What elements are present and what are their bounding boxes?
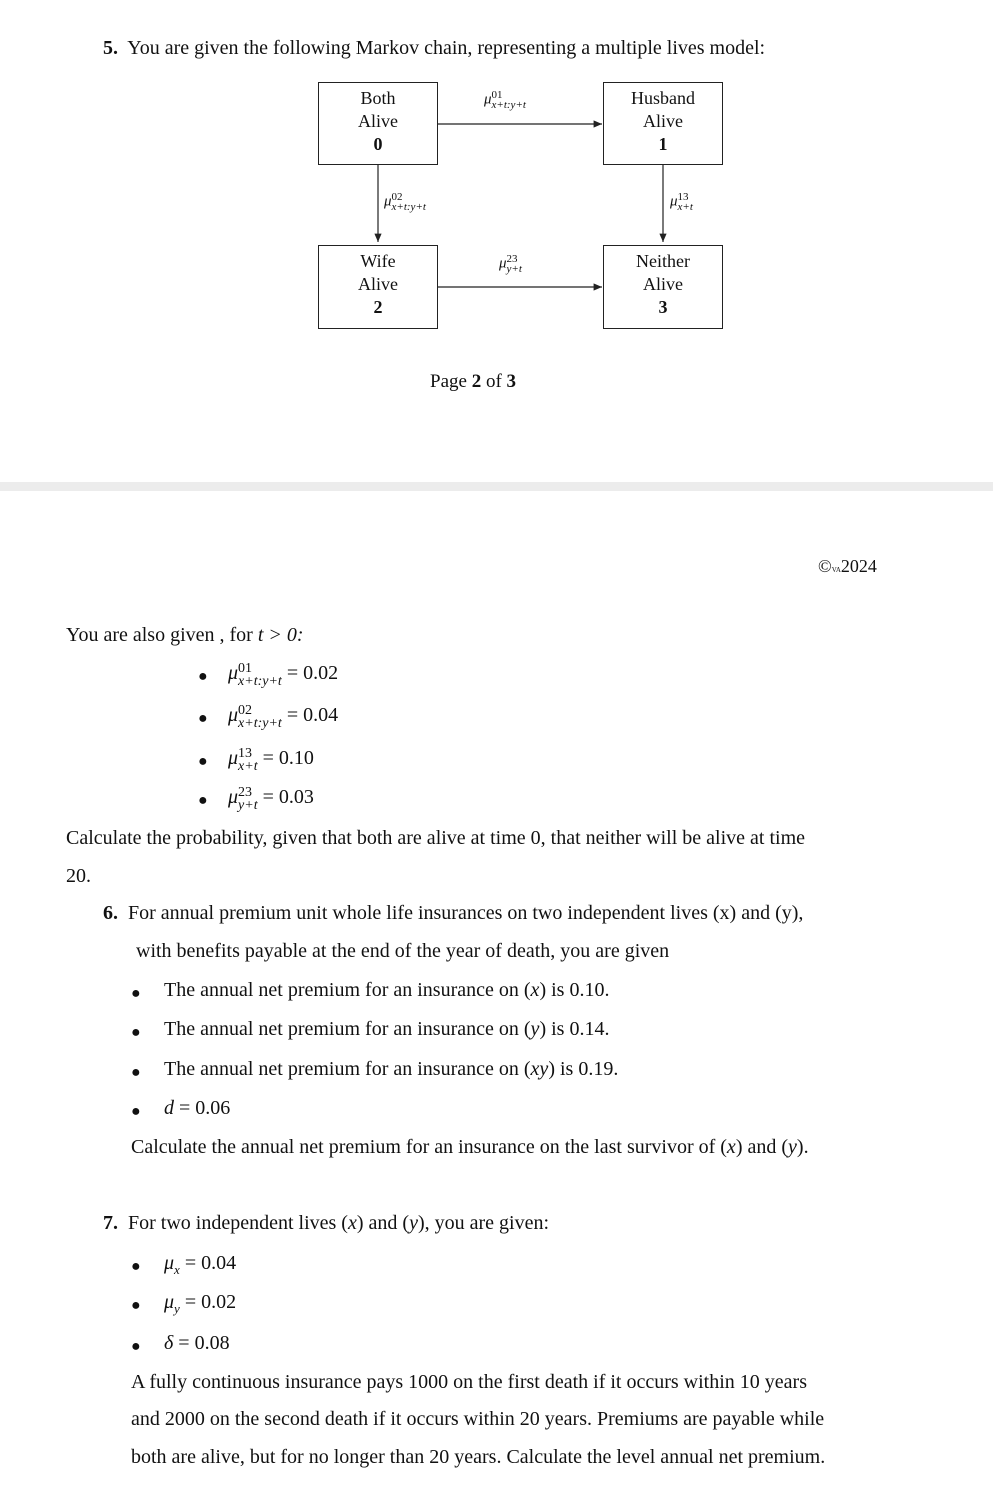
q7-heading: 7. For two independent lives (x) and (y), you are given: — [103, 1212, 550, 1234]
state-label-line2: Alive — [643, 111, 683, 131]
state-husband-alive — [603, 82, 723, 165]
q7-para-line1: A fully continuous insurance pays 1000 on the first death if it occurs within 10 years — [131, 1371, 807, 1393]
state-index: 0 — [373, 134, 383, 154]
q6-line1: For annual premium unit whole life insurances on two independent lives (x) and (y), — [128, 902, 804, 924]
q6-heading — [103, 902, 803, 925]
state-label-line1: Wife — [360, 251, 396, 271]
list-item: $\mu_x = 0.04$ — [164, 1252, 237, 1277]
q7-number: 7. — [103, 1212, 118, 1234]
diagram-arrows — [0, 0, 993, 340]
state-wife-alive — [318, 245, 438, 329]
list-item: δ = 0.08 — [164, 1332, 230, 1354]
list-item: μ 02 x+t:y+t = 0.04 — [228, 703, 339, 732]
state-label-line1: Husband — [631, 88, 695, 108]
state-label-line1: Neither — [636, 251, 690, 271]
list-item: $\mu_y = 0.02$ — [164, 1291, 237, 1316]
q5-intro: You are given the following Markov chain, representing a multiple lives model: — [127, 37, 766, 59]
transition-label-02: μ 02 x+t:y+t — [384, 191, 426, 214]
state-label-line2: Alive — [643, 274, 683, 294]
q6-question: Calculate the annual net premium for an insurance on the last survivor of (x) and (y). — [131, 1136, 809, 1158]
list-item: The annual net premium for an insurance on (xy) is 0.19. — [164, 1058, 619, 1080]
list-item: μ 23 y+t = 0.03 — [228, 785, 314, 814]
q5-number: 5. — [103, 37, 118, 59]
page-number: Page 2 of 3 — [430, 371, 517, 392]
state-neither-alive — [603, 245, 723, 329]
list-item: The annual net premium for an insurance on (y) is 0.14. — [164, 1018, 610, 1040]
state-label-line2: Alive — [358, 111, 398, 131]
list-item: d = 0.06 — [164, 1097, 231, 1119]
state-label-line1: Both — [360, 88, 396, 108]
state-label-line2: Alive — [358, 274, 398, 294]
q6-number: 6. — [103, 902, 118, 924]
state-index: 3 — [658, 297, 668, 317]
q5-question-line2: 20. — [66, 865, 91, 887]
state-index: 2 — [373, 297, 383, 317]
transition-label-23: μ 23 y+t — [499, 253, 522, 276]
q7-para-line2: and 2000 on the second death if it occurs within 20 years. Premiums are payable while — [131, 1408, 825, 1430]
transition-label-13: μ 13 x+t — [670, 191, 693, 214]
list-item: The annual net premium for an insurance on (x) is 0.10. — [164, 979, 610, 1001]
q5-question-line1: Calculate the probability, given that both are alive at time 0, that neither will be alive at time — [66, 827, 806, 849]
copyright: ©VA2024 — [818, 556, 877, 576]
transition-label-01: μ 01 x+t:y+t — [484, 89, 526, 112]
state-both-alive — [318, 82, 438, 165]
q7-para-line3: both are alive, but for no longer than 20 years. Calculate the level annual net premium. — [131, 1446, 826, 1468]
page-divider — [0, 482, 993, 491]
state-index: 1 — [658, 134, 668, 154]
also-given-line: You are also given , for t > 0: — [66, 624, 304, 646]
list-item: μ 01 x+t:y+t = 0.02 — [228, 661, 339, 690]
q6-line2: with benefits payable at the end of the year of death, you are given — [136, 940, 670, 962]
list-item: μ 13 x+t = 0.10 — [228, 746, 314, 775]
